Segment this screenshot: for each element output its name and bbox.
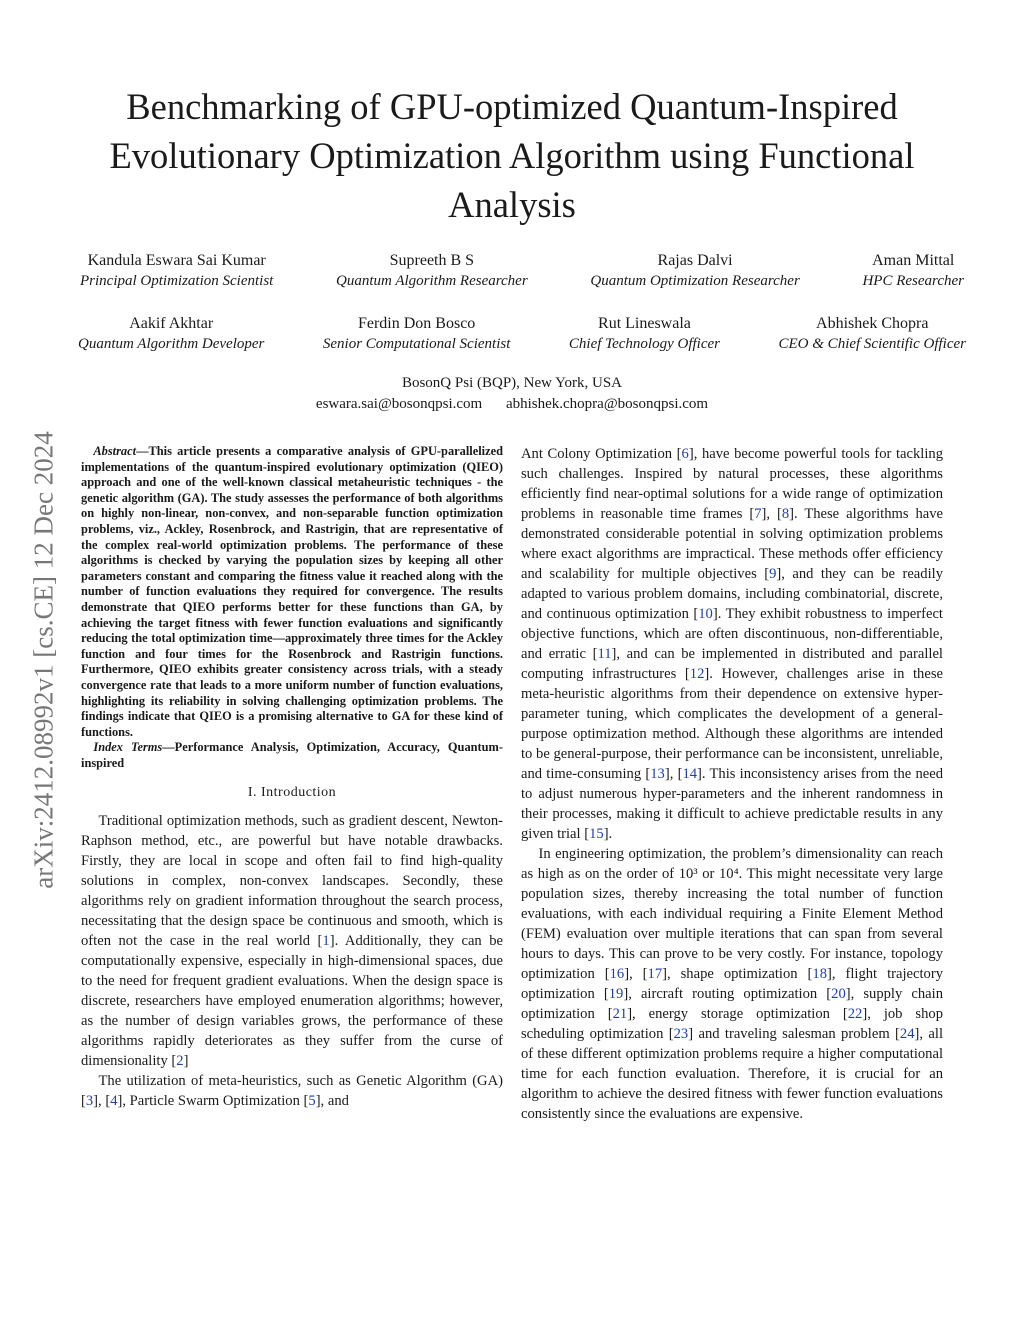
body-paragraph <box>521 444 943 844</box>
citation-link[interactable]: 17 <box>647 966 663 982</box>
email-link[interactable]: abhishek.chopra@bosonqpsi.com <box>505 396 709 412</box>
citation-link[interactable]: 11 <box>597 646 612 662</box>
paragraph-text: ], energy storage optimization [ <box>627 1006 848 1022</box>
paragraph-text: ]. Additionally, they can be computationally expensive, especially in high-dimensional spaces, due to the need for frequent gradient evaluations. When the design space is discrete, researchers have employed enumeration algorithms; however, as the number of design variables grows, the performance of these algorithms rapidly deteriorates as they suffer from the curse of dimensionality [ <box>81 933 503 1070</box>
author-role: Senior Computational Scientist <box>322 336 511 352</box>
citation-link[interactable]: 24 <box>899 1026 915 1042</box>
author-role: Quantum Optimization Researcher <box>590 273 800 289</box>
paragraph-text: ], [ <box>93 1093 111 1110</box>
author-role: CEO & Chief Scientific Officer <box>778 336 966 352</box>
body-paragraph <box>81 811 503 1071</box>
author-name: Abhishek Chopra <box>816 315 929 332</box>
author-name: Rut Lineswala <box>598 315 691 332</box>
citation-link[interactable]: 20 <box>831 986 846 1002</box>
citation-link[interactable]: 13 <box>650 766 665 782</box>
citation-link[interactable]: 7 <box>754 506 762 522</box>
body-paragraph <box>521 844 943 1124</box>
paragraph-text: In engineering optimization, the problem’s dimensionality can reach as high as on the order of 10³ or 10⁴. This might necessitate very large population sizes, thereby increasing the total number of function evaluations, with each individual requiring a Finite Element Method (FEM) evaluation over multiple iterations that can span from several hours to days. This can prove to be very costly. For instance, topology optimization [ <box>521 846 943 982</box>
author-block <box>590 250 799 292</box>
abstract-text: —This article presents a comparative analysis of GPU-parallelized implementations of the quantum-inspired evolutionary optimization (QIEO) approach and one of the well-known classical metaheuristic techniques - the genetic algorithm (GA). The study assesses the performance of both algorithms on highly non-linear, non-convex, and non-separable function optimization problems, viz., Ackley, Rosenbrock, and Rastrigin, that are representative of the complex real-world optimization problems. The performance of these algorithms is checked by varying the population sizes by keeping all other parameters constant and comparing the fitness value it reached along with the number of function evaluations they required for convergence. The results demonstrate that QIEO performs better for these functions than GA, by achieving the target fitness with fewer function evaluations and significantly reducing the total optimization time—approximately three times for the Ackley function and four times for the Rosenbrock and Rastrigin functions. Furthermore, QIEO exhibits greater consistency across trials, with a steady convergence rate that leads to a more uniform number of function evaluations, highlighting its reliability in solving challenging optimization problems. The findings indicate that QIEO is a promising alternative to GA for these kind of functions. <box>81 444 503 739</box>
paragraph-text: ] <box>183 1053 189 1070</box>
body-paragraph <box>81 1071 503 1111</box>
right-column <box>521 444 943 1124</box>
index-terms-label: Index Terms <box>93 740 163 755</box>
citation-link[interactable]: 19 <box>608 986 624 1002</box>
citation-link[interactable]: 16 <box>609 966 625 982</box>
index-terms-text: —Performance Analysis, Optimization, Accuracy, Quantum-inspired <box>81 740 503 770</box>
citation-link[interactable]: 2 <box>176 1053 184 1070</box>
abstract <box>81 444 503 740</box>
paragraph-text: ], all of these different optimization problems require a higher computational time for each function evaluation. Therefore, it is crucial for an algorithm to achieve the desired fitness with fewer function evaluations consistently since the evaluations are expensive. <box>521 1026 943 1122</box>
paragraph-text: ], shape optimization [ <box>662 966 813 982</box>
citation-link[interactable]: 18 <box>812 966 828 982</box>
paragraph-text: The utilization of meta-heuristics, such as Genetic Algorithm (GA) [ <box>81 1073 503 1110</box>
paragraph-text: Ant Colony Optimization [ <box>521 446 682 462</box>
author-role: Chief Technology Officer <box>568 336 720 352</box>
affiliation-block <box>0 373 1024 415</box>
paragraph-text: ], [ <box>761 506 782 522</box>
citation-link[interactable]: 12 <box>689 666 705 682</box>
author-role: HPC Researcher <box>862 273 964 289</box>
author-block <box>323 313 511 355</box>
email-list <box>0 394 1024 415</box>
author-name: Aakif Akhtar <box>129 315 214 332</box>
citation-link[interactable]: 15 <box>589 826 604 842</box>
author-role: Principal Optimization Scientist <box>80 273 274 289</box>
author-block <box>336 250 528 292</box>
citation-link[interactable]: 1 <box>322 933 330 950</box>
author-name: Kandula Eswara Sai Kumar <box>87 252 266 269</box>
paragraph-text: ] and traveling salesman problem [ <box>688 1026 900 1042</box>
arxiv-sidebar <box>28 360 60 960</box>
author-role: Quantum Algorithm Developer <box>78 336 265 352</box>
author-block <box>862 250 964 292</box>
citation-link[interactable]: 23 <box>673 1026 689 1042</box>
email-link[interactable]: eswara.sai@bosonqpsi.com <box>315 396 483 412</box>
citation-link[interactable]: 22 <box>847 1006 863 1022</box>
author-block <box>779 313 966 355</box>
author-name: Rajas Dalvi <box>657 252 733 269</box>
author-name: Supreeth B S <box>389 252 475 269</box>
citation-link[interactable]: 21 <box>612 1006 628 1022</box>
paragraph-text: ]. They exhibit robustness to imperfect objective functions, which are often discontinuous, non-differentiable, and erratic [ <box>521 606 943 662</box>
affiliation: BosonQ Psi (BQP), New York, USA <box>401 375 623 391</box>
paragraph-text: ]. This inconsistency arises from the need to adjust numerous hyper-parameters and the inherent randomness in their processes, making it difficult to achieve predictable results in any given trial [ <box>521 766 943 842</box>
authors-row-1 <box>80 250 964 292</box>
authors-row-2 <box>78 313 966 355</box>
right-body <box>521 444 943 1124</box>
paragraph-text: Traditional optimization methods, such as gradient descent, Newton-Raphson method, etc., are powerful but have notable drawbacks. Firstly, they are local in scope and often fail to find high-quality solutions in complex, non-convex landscapes. Secondly, these algorithms rely on gradient information throughout the search process, necessitating that the design space be continuous and smooth, which is often not the case in the real world [ <box>81 813 503 950</box>
paragraph-text: ], have become powerful tools for tackling such challenges. Inspired by natural processes, these algorithms efficiently find near-optimal solutions for a wide range of optimization problems in reasonable time frames [ <box>521 446 943 522</box>
author-block <box>80 250 273 292</box>
paragraph-text: ], and can be implemented in distributed and parallel computing infrastructures [ <box>521 646 943 682</box>
paragraph-text: ], [ <box>624 966 648 982</box>
arxiv-identifier: arXiv:2412.08992v1 [cs.CE] 12 Dec 2024 <box>28 431 59 889</box>
citation-link[interactable]: 9 <box>769 566 777 582</box>
left-column <box>81 444 503 1111</box>
paragraph-text: ], and <box>315 1093 349 1110</box>
author-role: Quantum Algorithm Researcher <box>336 273 528 289</box>
paragraph-text: ], and they can be readily adapted to various problem domains, including combinatorial, discrete, and continuous optimization [ <box>521 566 943 622</box>
section-heading: I. Introduction <box>247 785 337 801</box>
author-block <box>78 313 264 355</box>
citation-link[interactable]: 4 <box>110 1093 118 1110</box>
paragraph-text: ]. These algorithms have demonstrated considerable potential in solving optimization problems where exact algorithms are impractical. These methods offer efficiency and scalability for multiple objectives [ <box>521 506 943 582</box>
citation-link[interactable]: 6 <box>681 446 689 462</box>
author-name: Aman Mittal <box>872 252 955 269</box>
paragraph-text: ], job shop scheduling optimization [ <box>521 1006 943 1042</box>
citation-link[interactable]: 10 <box>698 606 713 622</box>
citation-link[interactable]: 14 <box>682 766 698 782</box>
abstract-label: Abstract <box>93 444 137 458</box>
author-name: Ferdin Don Bosco <box>357 315 476 332</box>
citation-link[interactable]: 3 <box>85 1093 94 1110</box>
author-block <box>569 313 720 355</box>
paragraph-text: ]. <box>603 826 613 842</box>
index-terms <box>81 740 503 771</box>
paragraph-text: ], Particle Swarm Optimization [ <box>117 1093 309 1110</box>
left-body <box>81 811 503 1111</box>
paragraph-text: ], [ <box>664 766 683 782</box>
paragraph-text: ], aircraft routing optimization [ <box>623 986 832 1002</box>
paragraph-text: ]. However, challenges arise in these meta-heuristic algorithms from their dependence on extensive hyper-parameter tuning, which complicates the development of a general-purpose optimization method. Although these algorithms are intended to be general-purpose, their performance can be inconsistent, unreliable, and time-consuming [ <box>521 666 943 782</box>
citation-link[interactable]: 8 <box>781 506 790 522</box>
paper-title: Benchmarking of GPU-optimized Quantum-Inspired Evolutionary Optimization Algorithm using Functional Analysis <box>109 86 915 225</box>
paragraph-text: ], supply chain optimization [ <box>521 986 943 1022</box>
citation-link[interactable]: 5 <box>308 1093 316 1110</box>
paragraph-text: ], flight trajectory optimization [ <box>521 966 943 1002</box>
